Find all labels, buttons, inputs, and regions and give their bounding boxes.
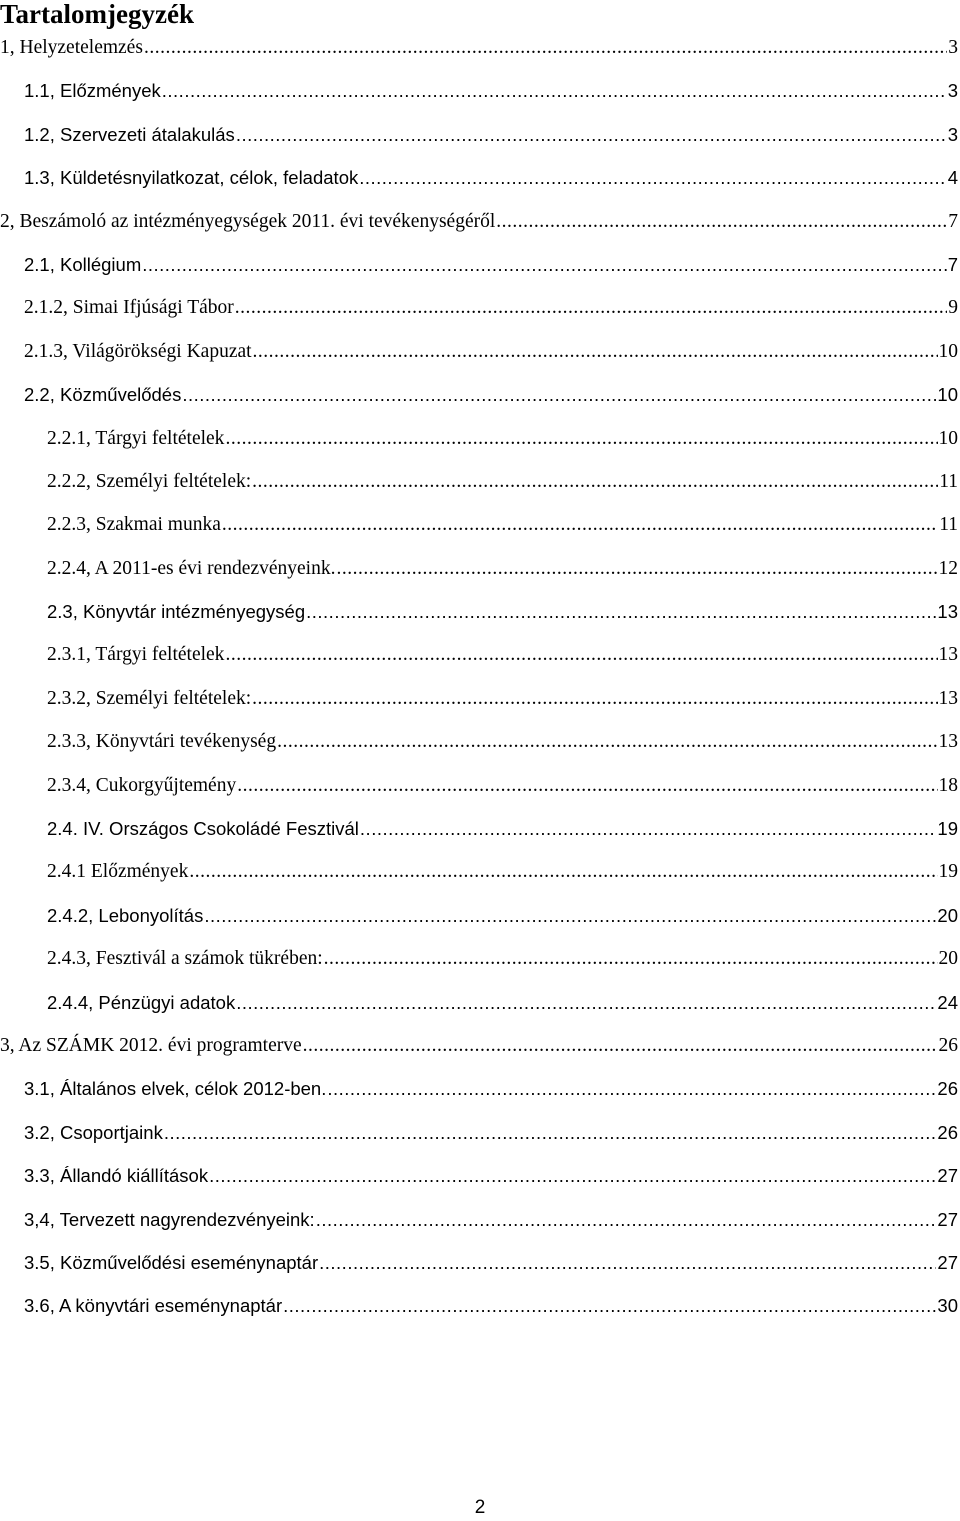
dot-leader [235, 297, 947, 319]
toc-entry[interactable] [0, 378, 960, 421]
toc-entry-label: 2.2.2, Személyi feltételek: [47, 470, 252, 492]
toc-entry[interactable] [0, 595, 960, 638]
toc-entry[interactable] [0, 855, 960, 898]
toc-entry[interactable] [0, 1116, 960, 1159]
dot-leader [306, 601, 936, 623]
toc-entry[interactable] [0, 682, 960, 725]
toc-entry[interactable] [0, 942, 960, 985]
toc-entry-page: 7 [947, 253, 958, 275]
toc-entry-page: 24 [937, 991, 958, 1013]
toc-entry-page: 19 [938, 861, 958, 883]
toc-entry-page: 27 [937, 1251, 958, 1273]
toc-entry[interactable] [0, 248, 960, 291]
toc-entry[interactable] [0, 1029, 960, 1072]
toc-entry-page: 27 [937, 1165, 958, 1187]
toc-entry-page: 20 [937, 904, 958, 926]
toc-entry[interactable] [0, 205, 960, 248]
toc-entry-label: 1.2, Szervezeti átalakulás [24, 123, 235, 145]
toc-entry-label: 3.5, Közművelődési eseménynaptár [24, 1251, 319, 1273]
dot-leader [252, 471, 938, 493]
toc-entry-page: 11 [939, 514, 958, 536]
dot-leader [283, 1295, 936, 1317]
toc-entry[interactable] [0, 422, 960, 465]
toc-entry[interactable] [0, 1159, 960, 1202]
toc-entry-label: 2.4.1 Előzmények [47, 861, 189, 883]
dot-leader [253, 341, 938, 363]
toc-entry-page: 3 [948, 37, 958, 58]
dot-leader [204, 905, 936, 927]
toc-entry-label: 3.3, Állandó kiállítások [24, 1165, 209, 1187]
dot-leader [225, 428, 937, 450]
dot-leader [316, 1209, 937, 1231]
dot-leader [222, 514, 938, 536]
toc-entry-label: 2.4. IV. Országos Csokoládé Fesztivál [47, 818, 359, 840]
toc-entry-page: 13 [937, 601, 958, 623]
toc-entry-label: 2.4.3, Fesztivál a számok tükrében: [47, 948, 323, 970]
toc-entry-label: 3.2, Csoportjaink [24, 1121, 163, 1143]
toc-entry[interactable] [0, 769, 960, 812]
toc-entry-page: 11 [939, 470, 958, 492]
toc-entry-label: 2.2.4, A 2011-es évi rendezvényeink. [47, 557, 336, 579]
toc-entry[interactable] [0, 986, 960, 1029]
dot-leader [360, 818, 937, 840]
toc-entry[interactable] [0, 465, 960, 508]
toc-entry[interactable] [0, 31, 960, 74]
toc-entry-page: 20 [938, 948, 958, 970]
dot-leader [225, 644, 937, 666]
dot-leader [189, 861, 937, 883]
dot-leader [236, 124, 947, 146]
page-number: 2 [474, 1497, 486, 1518]
dot-leader [236, 992, 936, 1014]
toc-entry-page: 3 [947, 123, 958, 145]
toc-entry-page: 10 [938, 340, 958, 362]
dot-leader [144, 37, 947, 59]
toc-entry-page: 26 [937, 1078, 958, 1100]
dot-leader [164, 1122, 937, 1144]
toc-entry-page: 18 [938, 774, 958, 796]
toc-entry-label: 2.1, Kollégium [24, 253, 142, 275]
toc-entry-label: 2.3.4, Cukorgyűjtemény [47, 774, 237, 796]
dot-leader [182, 384, 936, 406]
toc-entry-page: 26 [937, 1121, 958, 1143]
toc-entry[interactable] [0, 335, 960, 378]
toc-entry[interactable] [0, 638, 960, 681]
toc-entry-label: 3, Az SZÁMK 2012. évi programterve [0, 1034, 302, 1056]
toc-entry-label: 2.1.3, Világörökségi Kapuzat [24, 340, 252, 362]
dot-leader [277, 731, 937, 753]
toc-entry-page: 13 [938, 644, 958, 666]
toc-entry-label: 2.1.2, Simai Ifjúsági Tábor [24, 297, 234, 319]
toc-entry-page: 30 [937, 1295, 958, 1317]
page-title: Tartalomjegyzék [0, 0, 194, 29]
toc-entry-page: 13 [938, 731, 958, 753]
toc-entry[interactable] [0, 1203, 960, 1246]
dot-leader [319, 1252, 936, 1274]
toc-entry-label: 1.3, Küldetésnyilatkozat, célok, feladatok [24, 167, 359, 189]
table-of-contents [0, 31, 960, 1333]
toc-entry[interactable] [0, 118, 960, 161]
toc-entry[interactable] [0, 291, 960, 334]
toc-entry-label: 2.2.1, Tárgyi feltételek [47, 427, 225, 449]
toc-entry-page: 3 [947, 80, 958, 102]
dot-leader [303, 1035, 938, 1057]
toc-entry[interactable] [0, 508, 960, 551]
toc-entry-label: 1, Helyzetelemzés [0, 37, 143, 58]
dot-leader [162, 80, 947, 102]
dot-leader [142, 254, 946, 276]
dot-leader [359, 167, 946, 189]
toc-entry-page: 9 [948, 297, 958, 319]
dot-leader [324, 948, 938, 970]
toc-entry-label: 2.3, Könyvtár intézményegység [47, 601, 306, 623]
toc-entry-label: 3,4, Tervezett nagyrendezvényeink: [24, 1208, 315, 1230]
dot-leader [252, 688, 937, 710]
toc-entry-page: 7 [948, 210, 958, 232]
dot-leader [237, 775, 937, 797]
toc-entry-label: 3.1, Általános elvek, célok 2012-ben. [24, 1078, 327, 1100]
toc-entry[interactable] [0, 161, 960, 204]
dot-leader [336, 558, 937, 580]
toc-entry-label: 2.3.2, Személyi feltételek: [47, 687, 252, 709]
toc-entry[interactable] [0, 74, 960, 117]
dot-leader [496, 211, 947, 233]
toc-entry-page: 13 [938, 687, 958, 709]
toc-entry-page: 12 [938, 557, 958, 579]
toc-entry-label: 2.4.4, Pénzügyi adatok [47, 991, 236, 1013]
toc-entry[interactable] [0, 899, 960, 942]
toc-entry-label: 1.1, Előzmények [24, 80, 161, 102]
dot-leader [209, 1165, 936, 1187]
toc-entry-label: 2.4.2, Lebonyolítás [47, 904, 204, 926]
toc-entry-label: 2.3.1, Tárgyi feltételek [47, 644, 225, 666]
toc-entry[interactable] [0, 1289, 960, 1332]
toc-entry[interactable] [0, 1072, 960, 1115]
toc-entry[interactable] [0, 725, 960, 768]
toc-entry-label: 2, Beszámoló az intézményegységek 2011. évi tevékenységéről [0, 210, 496, 232]
toc-entry-label: 2.2, Közművelődés [24, 384, 182, 406]
toc-entry-page: 10 [938, 427, 958, 449]
toc-entry[interactable] [0, 1246, 960, 1289]
toc-entry-page: 19 [937, 818, 958, 840]
toc-entry-page: 4 [947, 167, 958, 189]
toc-entry-page: 27 [937, 1208, 958, 1230]
toc-entry-label: 2.3.3, Könyvtári tevékenység [47, 731, 277, 753]
toc-entry[interactable] [0, 812, 960, 855]
toc-entry-label: 2.2.3, Szakmai munka [47, 514, 221, 536]
dot-leader [327, 1078, 936, 1100]
toc-entry-page: 10 [937, 384, 958, 406]
toc-entry[interactable] [0, 552, 960, 595]
toc-entry-page: 26 [938, 1034, 958, 1056]
toc-entry-label: 3.6, A könyvtári eseménynaptár [24, 1295, 283, 1317]
